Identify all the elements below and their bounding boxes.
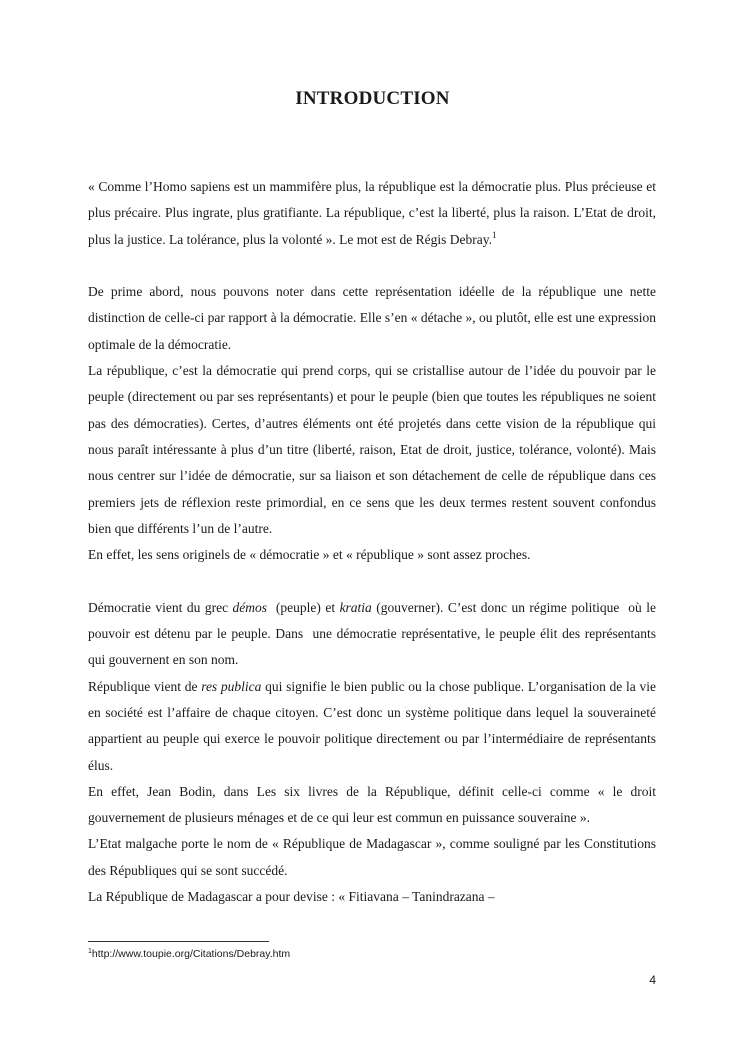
footnote: [88, 948, 290, 960]
paragraph-jean-bodin: En effet, Jean Bodin, dans Les six livres de la République, définit celle-ci comme « le droit gouvernement de plusieurs ménages et de ce qui leur est commun en puissance souveraine ».: [88, 783, 656, 826]
opening-quote: [88, 174, 656, 253]
text-span: (gouverner). C’est donc un régime politique où le pouvoir est détenu par le peuple. Dans une démocratie représentative, le peuple élit des représentants qui gouvernent en son nom.: [88, 599, 660, 668]
paragraph-devise: La République de Madagascar a pour devise : « Fitiavana – Tanindrazana –: [88, 889, 495, 905]
paragraph-republique-corps: La république, c’est la démocratie qui prend corps, qui se cristallise autour de l’idée du pouvoir par le peuple (directement ou par ses représentants) et pour le peuple (bien que toutes les républiques ne soient pas des démocraties). Certes, d’autres éléments ont été projetés dans cette vision de la république qui nous paraît intéressante à plus d’un titre (liberté, raison, Etat de droit, justice, tolérance, volonté). Mais nous centrer sur l’idée de démocratie, sur sa liaison et son détachement de celle de république dans ces premiers jets de réflexion reste primordial, en ce sens que les deux termes restent souvent confondus bien que différents l’un de l’autre.: [88, 363, 656, 536]
footnote-link[interactable]: http://www.toupie.org/Citations/Debray.htm: [91, 948, 291, 960]
text-span: Démocratie vient du grec: [88, 599, 233, 615]
body-text: [88, 174, 660, 910]
text-span: qui signifie le bien public ou la chose publique. L’organisation de la vie en société est l’affaire de chaque citoyen. C’est donc un système politique dans lequel la souveraineté appartient au peuple qui exerce le pouvoir politique directement ou par l’intermédiaire de représentants élus.: [88, 678, 656, 773]
page-number: 4: [649, 973, 656, 987]
footnote-number: 1: [88, 948, 92, 955]
paragraph-etat-malgache: L’Etat malgache porte le nom de « République de Madagascar », comme souligné par les Constitutions des Républiques qui se sont succédé.: [88, 836, 656, 878]
paragraph-republique-definition: [88, 674, 656, 779]
footnote-reference[interactable]: 1: [492, 229, 497, 240]
footnote-divider: [88, 941, 269, 942]
paragraph-gap: [88, 568, 656, 594]
term-demos: démos: [232, 599, 268, 615]
paragraph-distinction: De prime abord, nous pouvons noter dans cette représentation idéelle de la république une nette distinction de celle-ci par rapport à la démocratie. Elle s’en « détache », ou plutôt, elle est une expression optimale de la démocratie.: [88, 284, 656, 352]
term-res-publica: res publica: [201, 678, 262, 694]
quote-text: « Comme l’Homo sapiens est un mammifère plus, la république est la démocratie plus. Plus précieuse et plus précaire. Plus ingrate, plus gratifiante. La république, c’est la liberté, plus la raison. L’Etat de droit, plus la justice. La tolérance, plus la volonté ». Le mot est de Régis Debray.: [88, 179, 656, 247]
paragraph-sens-originels: En effet, les sens originels de « démocratie » et « république » sont assez proches.: [88, 547, 531, 563]
text-span: (peuple) et: [267, 599, 340, 615]
term-kratia: kratia: [339, 599, 372, 615]
paragraph-gap: [88, 253, 656, 279]
page-title: INTRODUCTION: [295, 88, 450, 109]
text-span: République vient de: [88, 678, 202, 694]
paragraph-democratie-definition: [88, 595, 660, 674]
